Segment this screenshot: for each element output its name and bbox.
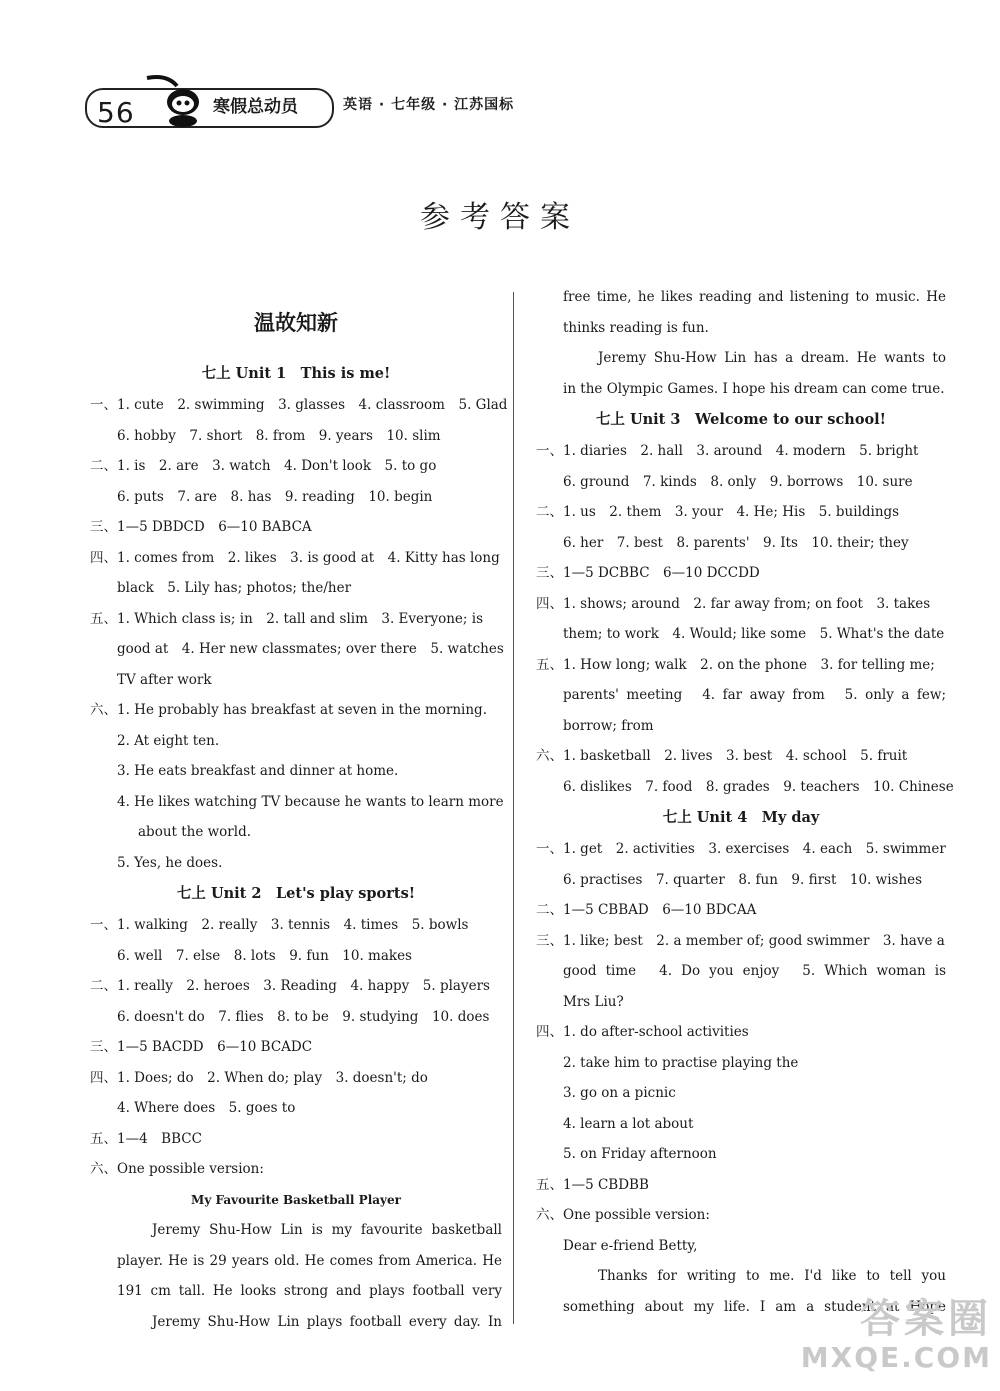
essay-line: Jeremy Shu-How Lin is my favourite basketball: [152, 1222, 502, 1238]
answer-line: 4. learn a lot about: [563, 1115, 694, 1132]
answer-line: 6. practises 7. quarter 8. fun 9. first 10. wishes: [563, 871, 923, 888]
unit2-title: 七上 Unit 2 Let's play sports!: [176, 885, 416, 902]
essay-line: free time, he likes reading and listening to music. He: [563, 289, 946, 305]
answer-line: 3. go on a picnic: [563, 1085, 676, 1101]
answer-line: 二、1. is 2. are 3. watch 4. Don't look 5. to go: [90, 458, 437, 474]
answer-line: 5. on Friday afternoon: [563, 1146, 717, 1162]
answer-line: 5. Yes, he does.: [117, 854, 223, 871]
essay-line: 191 cm tall. He looks strong and plays football very: [117, 1283, 502, 1299]
unit1-title: 七上 Unit 1 This is me!: [201, 365, 391, 382]
answer-line: 一、1. walking 2. really 3. tennis 4. times 5. bowls: [90, 917, 469, 933]
series-title: 寒假总动员: [213, 97, 298, 117]
essay-line: Jeremy Shu-How Lin has a dream. He wants to: [598, 350, 946, 366]
answer-line: 6. hobby 7. short 8. from 9. years 10. slim: [117, 427, 441, 444]
answer-line: 4. Where does 5. goes to: [117, 1100, 296, 1116]
answer-line: 一、1. cute 2. swimming 3. glasses 4. classroom 5. Glad: [90, 397, 508, 413]
answer-line: 五、1. Which class is; in 2. tall and slim 3. Everyone; is: [90, 610, 484, 627]
essay-line: Thanks for writing to me. I'd like to tell you: [598, 1268, 946, 1284]
answer-line: Mrs Liu?: [563, 993, 624, 1010]
answer-line: good time 4. Do you enjoy 5. Which woman is: [563, 963, 946, 979]
section-title: 温故知新: [254, 311, 338, 335]
watermark-logo: [792, 1297, 992, 1385]
answer-line: 三、1—5 DCBBC 6—10 DCCDD: [536, 565, 760, 581]
answer-line: 4. He likes watching TV because he wants to learn more: [117, 793, 504, 810]
essay-line: player. He is 29 years old. He comes from America. He: [117, 1252, 502, 1269]
answer-line: 一、1. get 2. activities 3. exercises 4. each 5. swimmer: [536, 841, 946, 857]
essay-line: something about my life. I am a student at Hope: [563, 1298, 946, 1315]
unit4-title: 七上 Unit 4 My day: [662, 809, 820, 826]
page-header: [85, 80, 605, 128]
answer-line: 五、1—4 BBCC: [90, 1130, 202, 1147]
answer-line: 三、1. like; best 2. a member of; good swimmer 3. have a: [536, 932, 945, 949]
answer-line: 五、1—5 CBDBB: [536, 1176, 649, 1193]
answer-line: 6. doesn't do 7. flies 8. to be 9. studying 10. does: [117, 1008, 490, 1025]
left-column: [90, 300, 508, 1337]
answer-line: 二、1. really 2. heroes 3. Reading 4. happy 5. players: [90, 978, 490, 994]
page-number: 56: [97, 96, 135, 129]
page-title: 参考答案: [420, 200, 580, 235]
answer-line: 3. He eats breakfast and dinner at home.: [117, 763, 399, 779]
watermark-text: 答案圈: [860, 1296, 992, 1342]
answer-line: 2. take him to practise playing the: [563, 1054, 799, 1071]
answer-line: 六、One possible version:: [90, 1161, 264, 1177]
answer-line: 三、1—5 DBDCD 6—10 BABCA: [90, 519, 312, 535]
answer-line: TV after work: [117, 671, 212, 688]
answer-line: 四、1. comes from 2. likes 3. is good at 4. Kitty has long: [90, 549, 500, 566]
answer-line: 6. her 7. best 8. parents' 9. Its 10. their; they: [563, 534, 909, 551]
answer-line: them; to work 4. Would; like some 5. What's the date: [563, 626, 945, 642]
answer-line: about the world.: [138, 824, 252, 840]
answer-line: 四、1. shows; around 2. far away from; on foot 3. takes: [536, 595, 931, 612]
essay-line: Jeremy Shu-How Lin plays football every day. In: [152, 1313, 502, 1330]
answer-line: 一、1. diaries 2. hall 3. around 4. modern 5. bright: [536, 443, 919, 459]
answer-line: black 5. Lily has; photos; the/her: [117, 580, 352, 596]
right-column: [536, 282, 954, 1322]
mascot-icon: [145, 72, 215, 128]
answer-line: 6. well 7. else 8. lots 9. fun 10. makes: [117, 947, 412, 964]
column-divider: [513, 292, 514, 1324]
watermark-url: MXQE.COM: [800, 1341, 992, 1374]
essay-title: My Favourite Basketball Player: [191, 1192, 401, 1207]
answer-line: 2. At eight ten.: [117, 732, 220, 749]
unit3-title: 七上 Unit 3 Welcome to our school!: [595, 411, 887, 428]
answer-line: 五、1. How long; walk 2. on the phone 3. for telling me;: [536, 656, 935, 673]
answer-line: 四、1. do after-school activities: [536, 1024, 749, 1040]
answer-line: 六、1. basketball 2. lives 3. best 4. school 5. fruit: [536, 748, 908, 764]
essay-line: in the Olympic Games. I hope his dream can come true.: [563, 380, 945, 397]
essay-line: thinks reading is fun.: [563, 319, 709, 336]
answer-line: 三、1—5 BACDD 6—10 BCADC: [90, 1039, 313, 1055]
answer-line: good at 4. Her new classmates; over there 5. watches: [117, 641, 504, 657]
answer-line: 6. puts 7. are 8. has 9. reading 10. begin: [117, 488, 433, 505]
answer-line: parents' meeting 4. far away from 5. only a few;: [563, 687, 946, 703]
answer-line: 二、1. us 2. them 3. your 4. He; His 5. buildings: [536, 504, 900, 520]
answer-line: borrow; from: [563, 717, 654, 734]
answer-line: 六、1. He probably has breakfast at seven in the morning.: [90, 702, 487, 718]
answer-line: 6. dislikes 7. food 8. grades 9. teachers 10. Chinese: [563, 778, 954, 795]
answer-line: 六、One possible version:: [536, 1207, 710, 1223]
answer-line: 四、1. Does; do 2. When do; play 3. doesn't; do: [90, 1069, 428, 1086]
answer-line: 二、1—5 CBBAD 6—10 BDCAA: [536, 902, 757, 918]
letter-greeting: Dear e-friend Betty,: [563, 1237, 698, 1254]
answer-line: 6. ground 7. kinds 8. only 9. borrows 10. sure: [563, 473, 913, 490]
subject-label: 英语 · 七年级 · 江苏国标: [343, 97, 515, 113]
